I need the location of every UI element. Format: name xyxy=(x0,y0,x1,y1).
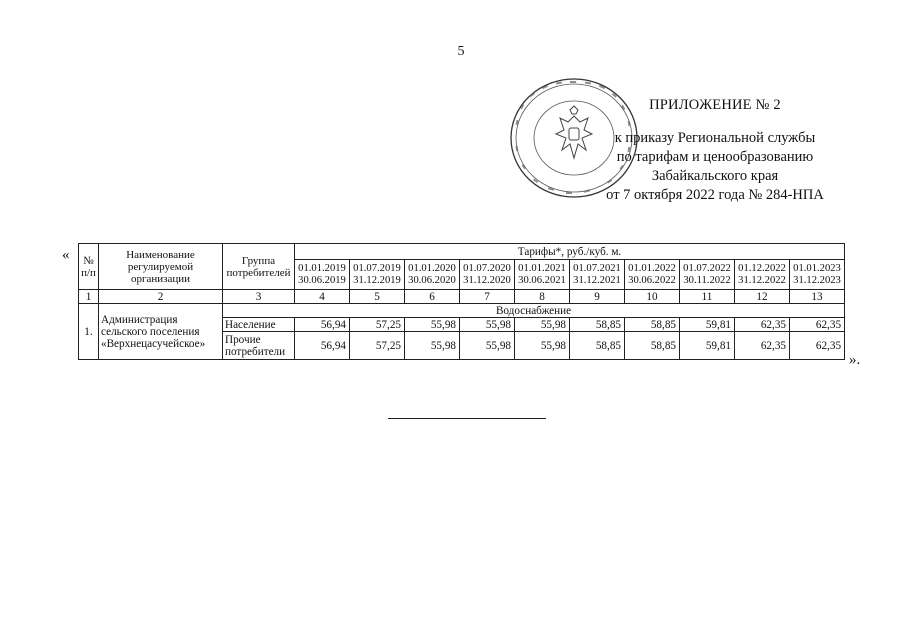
period-to: 30.11.2022 xyxy=(683,274,731,286)
tariff-value-cell: 62,35 xyxy=(735,332,790,360)
period-from: 01.01.2020 xyxy=(408,262,456,274)
period-header-cell xyxy=(570,260,625,290)
appendix-line: по тарифам и ценообразованию xyxy=(616,149,814,165)
row-number: 1. xyxy=(79,304,99,360)
column-number-cell: 12 xyxy=(735,290,790,304)
tariff-value-cell: 58,85 xyxy=(570,332,625,360)
period-header-cell xyxy=(680,260,735,290)
tariff-value-cell: 56,94 xyxy=(295,318,350,332)
tariff-value-cell: 55,98 xyxy=(460,318,515,332)
column-number-cell: 9 xyxy=(570,290,625,304)
column-number-cell: 4 xyxy=(295,290,350,304)
tariff-value-cell: 55,98 xyxy=(405,318,460,332)
period-to: 31.12.2023 xyxy=(793,274,841,286)
column-number-cell: 5 xyxy=(350,290,405,304)
tariff-value-cell: 59,81 xyxy=(680,318,735,332)
organization-name: Администрация сельского поселения «Верхнецасучейское» xyxy=(99,304,223,360)
tariff-table xyxy=(78,243,845,360)
tariff-value-cell: 62,35 xyxy=(790,332,845,360)
period-to: 31.12.2019 xyxy=(353,274,401,286)
period-header-cell xyxy=(295,260,350,290)
header-num: № п/п xyxy=(79,244,99,290)
tariff-value-cell: 58,85 xyxy=(625,318,680,332)
tariff-value-cell: 58,85 xyxy=(625,332,680,360)
column-number-cell: 7 xyxy=(460,290,515,304)
period-from: 01.07.2020 xyxy=(463,262,511,274)
section-water-supply: Водоснабжение xyxy=(223,304,845,318)
period-to: 30.06.2019 xyxy=(298,274,346,286)
column-number-cell: 10 xyxy=(625,290,680,304)
header-consumer-group: Группа потребителей xyxy=(223,244,295,290)
column-number-cell: 6 xyxy=(405,290,460,304)
tariff-value-cell: 57,25 xyxy=(350,318,405,332)
period-from: 01.12.2022 xyxy=(738,262,786,274)
tariff-value-cell: 55,98 xyxy=(515,332,570,360)
period-from: 01.01.2023 xyxy=(793,262,841,274)
period-header-cell xyxy=(735,260,790,290)
tariff-value-cell: 59,81 xyxy=(680,332,735,360)
column-number-cell: 3 xyxy=(223,290,295,304)
closing-quote: ». xyxy=(849,352,861,368)
period-to: 30.06.2020 xyxy=(408,274,456,286)
period-from: 01.01.2019 xyxy=(298,262,346,274)
column-number-cell: 11 xyxy=(680,290,735,304)
tariff-value-cell: 56,94 xyxy=(295,332,350,360)
appendix-header xyxy=(580,96,850,205)
period-header-cell xyxy=(515,260,570,290)
tariff-value-cell: 62,35 xyxy=(735,318,790,332)
period-header-cell xyxy=(460,260,515,290)
period-header-cell xyxy=(625,260,680,290)
consumer-group-name: Прочие потребители xyxy=(223,332,295,360)
period-to: 31.12.2021 xyxy=(573,274,621,286)
column-number-cell: 8 xyxy=(515,290,570,304)
consumer-group-name: Население xyxy=(223,318,295,332)
appendix-line: от 7 октября 2022 года № 284-НПА xyxy=(606,187,824,203)
period-to: 30.06.2022 xyxy=(628,274,676,286)
page-number: 5 xyxy=(457,44,465,59)
appendix-title: ПРИЛОЖЕНИЕ № 2 xyxy=(649,97,781,113)
appendix-line: Забайкальского края xyxy=(651,168,779,184)
column-number-cell: 1 xyxy=(79,290,99,304)
column-number-row xyxy=(79,290,845,304)
tariff-value-cell: 62,35 xyxy=(790,318,845,332)
closing-divider-line xyxy=(388,418,546,419)
period-header-cell xyxy=(790,260,845,290)
period-to: 30.06.2021 xyxy=(518,274,566,286)
column-number-cell: 13 xyxy=(790,290,845,304)
tariff-value-cell: 58,85 xyxy=(570,318,625,332)
tariff-value-cell: 55,98 xyxy=(460,332,515,360)
opening-quote: « xyxy=(62,247,70,263)
tariff-value-cell: 55,98 xyxy=(405,332,460,360)
period-header-cell xyxy=(405,260,460,290)
period-from: 01.07.2019 xyxy=(353,262,401,274)
tariff-value-cell: 55,98 xyxy=(515,318,570,332)
period-from: 01.01.2021 xyxy=(518,262,566,274)
tariff-value-cell: 57,25 xyxy=(350,332,405,360)
period-header-cell xyxy=(350,260,405,290)
period-from: 01.01.2022 xyxy=(628,262,676,274)
column-number-cell: 2 xyxy=(99,290,223,304)
header-organization: Наименование регулируемой организации xyxy=(99,244,223,290)
appendix-line: к приказу Региональной службы xyxy=(614,130,816,146)
period-to: 31.12.2022 xyxy=(738,274,786,286)
period-to: 31.12.2020 xyxy=(463,274,511,286)
header-tariffs: Тарифы*, руб./куб. м. xyxy=(295,244,845,260)
period-from: 01.07.2021 xyxy=(573,262,621,274)
period-from: 01.07.2022 xyxy=(683,262,731,274)
